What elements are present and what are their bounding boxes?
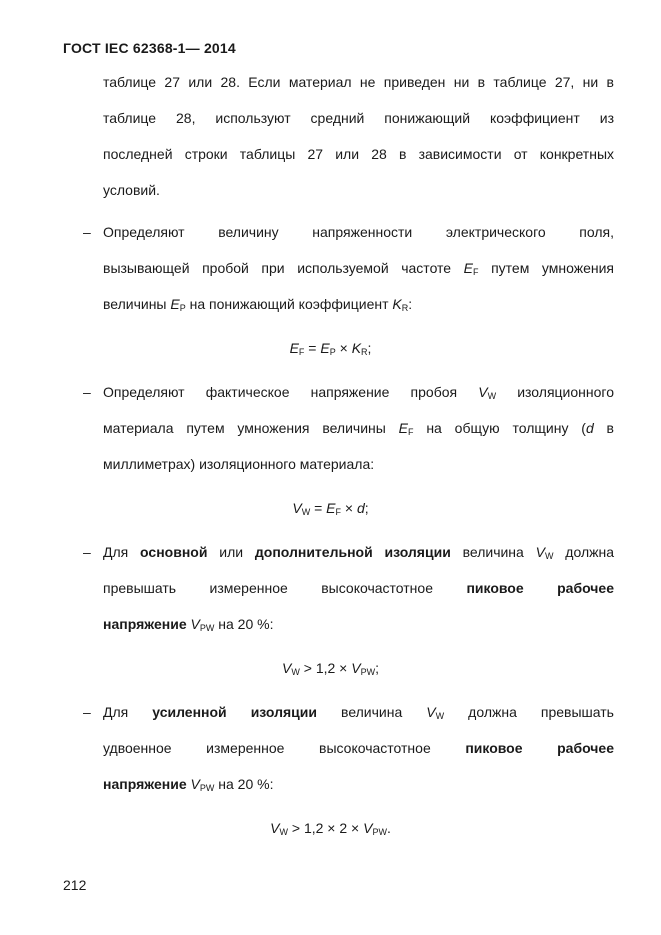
- text-line: удвоенное измеренное высокочастотное пиковое рабочее: [103, 740, 614, 756]
- text-line: миллиметрах) изоляционного материала:: [103, 456, 375, 472]
- text-line: величины $E_P$ на понижающий коэффициент $K_R$:: [103, 296, 413, 313]
- list-item-reinforced-insulation: [103, 694, 614, 802]
- list-item-field-strength: [103, 214, 614, 322]
- text-line: Для усиленной изоляции величина $V_W$ должна превышать: [103, 704, 614, 721]
- text-line: Определяют величину напряженности электрического поля,: [103, 224, 614, 240]
- text-line: Для основной или дополнительной изоляции величина $V_W$ должна: [103, 544, 614, 561]
- list-dash: –: [83, 224, 91, 240]
- document-header: ГОСТ IEC 62368-1— 2014: [63, 40, 236, 56]
- text-line: напряжение $V_{PW}$ на 20 %:: [103, 616, 274, 633]
- text-line: вызывающей пробой при используемой частоте $E_F$ путем умножения: [103, 260, 615, 277]
- page-number: 212: [63, 877, 87, 893]
- text-line: материала путем умножения величины $E_F$ на общую толщину (d в: [103, 420, 614, 437]
- formula-breakdown-voltage: $V_W = E_F \times d$;: [292, 500, 369, 517]
- text-line: условий.: [103, 182, 160, 198]
- formula-basic-insulation: $V_W > 1,2 \times V_{PW}$;: [282, 660, 379, 677]
- formula-reinforced-insulation: $V_W > 1,2 \times 2 \times V_{PW}$.: [270, 820, 391, 837]
- text-line: Определяют фактическое напряжение пробоя $V_W$ изоляционного: [103, 384, 614, 401]
- text-line: таблице 28, используют средний понижающий коэффициент из: [103, 110, 614, 126]
- formula-field-strength: $E_F = E_P \times K_R$;: [289, 340, 372, 357]
- list-dash: –: [83, 384, 91, 400]
- text-line: превышать измеренное высокочастотное пиковое рабочее: [103, 580, 614, 596]
- text-line: последней строки таблицы 27 или 28 в зависимости от конкретных: [103, 146, 614, 162]
- text-line: таблице 27 или 28. Если материал не приведен ни в таблице 27, ни в: [103, 74, 614, 90]
- list-item-breakdown-voltage: [103, 374, 614, 482]
- paragraph-continuation: [103, 64, 614, 208]
- list-dash: –: [83, 704, 91, 720]
- list-item-basic-insulation: [103, 534, 614, 642]
- list-dash: –: [83, 544, 91, 560]
- text-line: напряжение $V_{PW}$ на 20 %:: [103, 776, 274, 793]
